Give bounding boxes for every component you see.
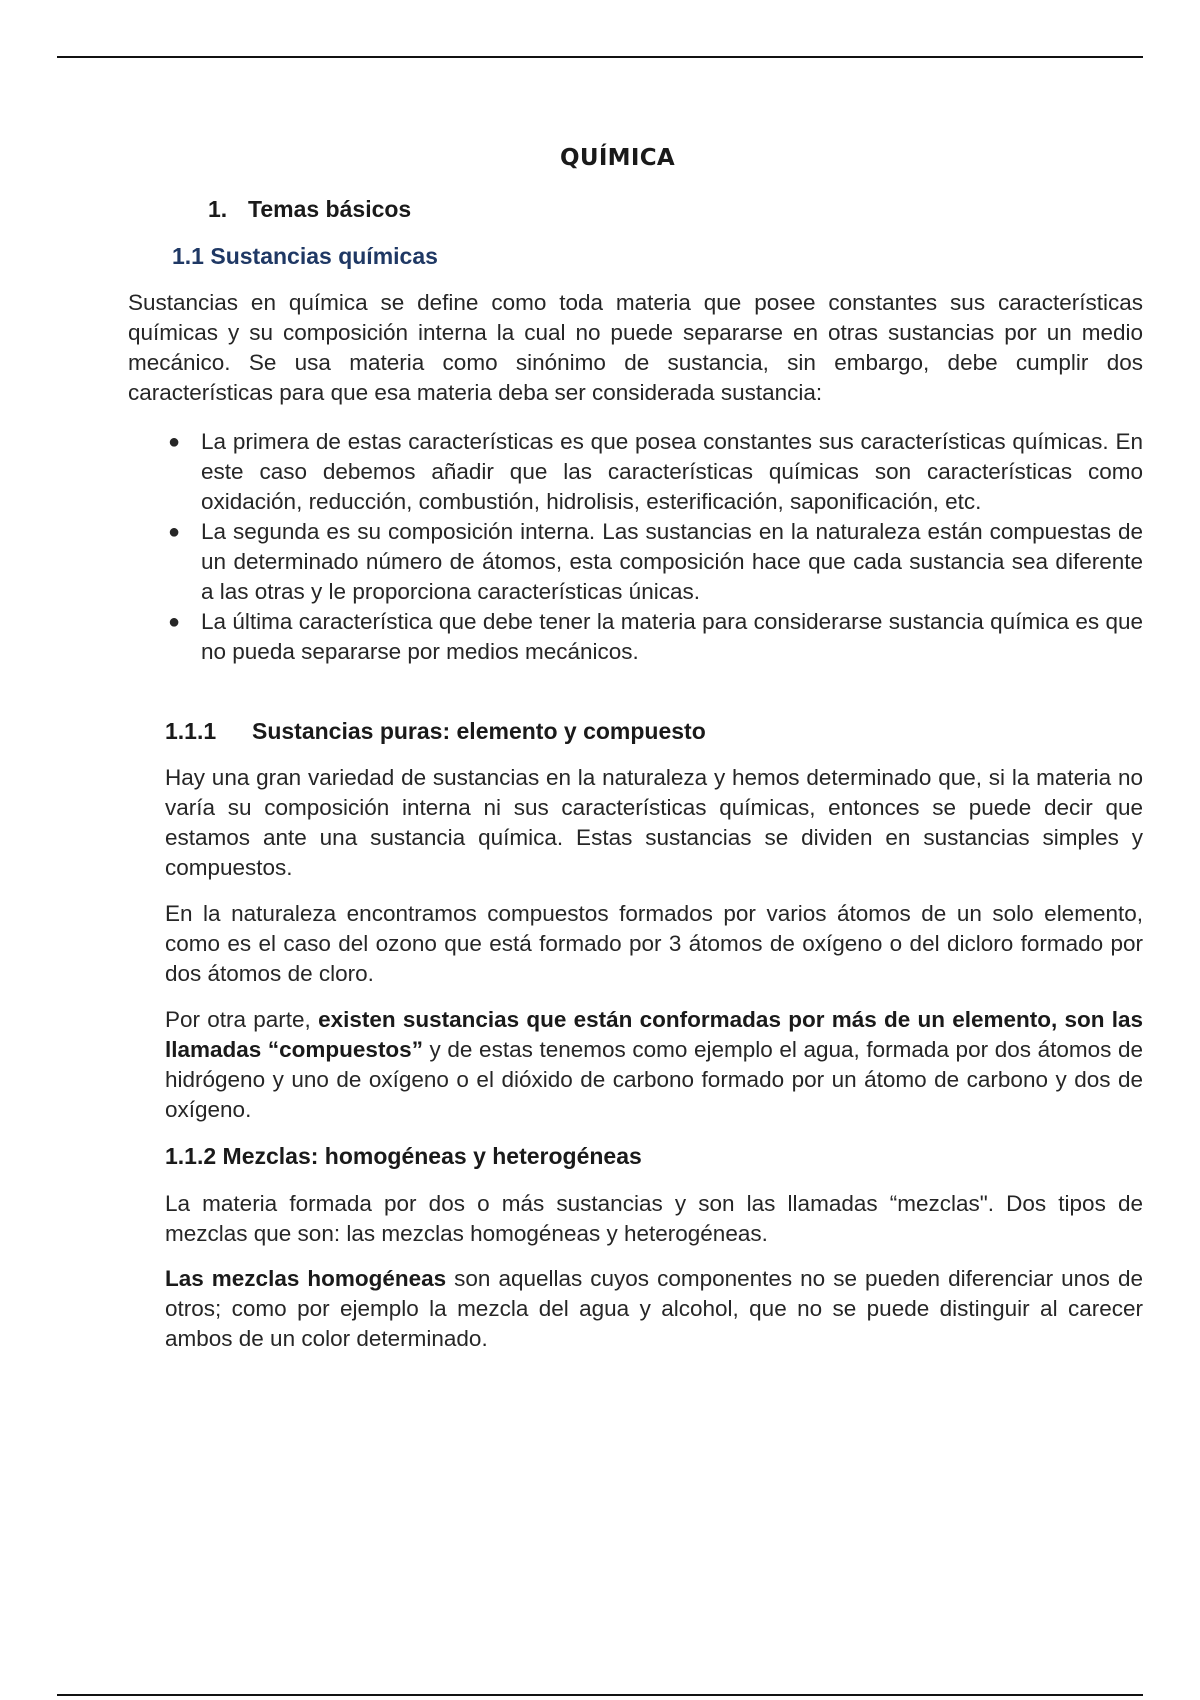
intro-paragraph: Sustancias en química se define como toda materia que posee constantes sus características químicas y su composición interna la cual no puede separarse en otras sustancias por un medio mecánico. Se usa materia como sinónimo de sustancia, sin embargo, debe cumplir dos características para que esa materia deba ser considerada sustancia: — [128, 290, 1143, 405]
heading-text: Sustancias puras: elemento y compuesto — [252, 718, 706, 744]
paragraph-variedad: Hay una gran variedad de sustancias en la naturaleza y hemos determinado que, si la materia no varía su composición interna ni sus características químicas, entonces se puede decir que estamos ante una sustancia química. Estas sustancias se dividen en sustancias simples y compuestos. — [165, 765, 1143, 880]
heading-sustancias-quimicas: 1.1 Sustancias químicas — [172, 243, 438, 269]
heading-sustancias-puras — [165, 718, 706, 745]
heading-number: 1.1.1 — [165, 718, 217, 744]
heading-mezclas: 1.1.2 Mezclas: homogéneas y heterogéneas — [165, 1143, 642, 1169]
bullet-icon: ● — [168, 611, 181, 633]
header-rule — [57, 56, 1143, 58]
list-item-text: La última característica que debe tener la materia para considerarse sustancia química es que no pueda separarse por medios mecánicos. — [201, 609, 1143, 664]
bold-text-run: existen sustancias que están conformadas por más de un elemento, son las llamadas “compuestos” — [165, 1007, 1143, 1062]
list-item-text: La primera de estas características es que posea constantes sus características químicas. En este caso debemos añadir que las características químicas son características como oxidación, reducción, combustión, hidrolisis, esterificación, saponificación, etc. — [201, 429, 1143, 514]
list-item — [128, 607, 1143, 667]
text-run: Por otra parte, — [165, 1007, 319, 1032]
list-item — [128, 517, 1143, 607]
list-item-text: La segunda es su composición interna. Las sustancias en la naturaleza están compuestas de un determinado número de átomos, esta composición hace que cada sustancia sea diferente a las otras y le proporciona características únicas. — [201, 519, 1143, 604]
page-title: QUÍMICA — [559, 145, 675, 171]
paragraph-compuestos — [165, 1005, 1143, 1125]
bullet-icon: ● — [168, 521, 181, 543]
heading-temas-basicos — [208, 196, 411, 223]
footer-rule — [57, 1694, 1143, 1696]
bullet-icon: ● — [168, 431, 181, 453]
paragraph-mezclas-homogeneas — [165, 1264, 1143, 1354]
text-run: y de estas tenemos como ejemplo el agua, formada por dos átomos de hidrógeno y uno de oxígeno o el dióxido de carbono formado por un átomo de carbono y dos de oxígeno. — [165, 1037, 1143, 1122]
paragraph-mezclas-intro: La materia formada por dos o más sustancias y son las llamadas “mezclas". Dos tipos de mezclas que son: las mezclas homogéneas y heterogéneas. — [165, 1191, 1143, 1246]
heading-number: 1. — [208, 196, 228, 222]
text-run: son aquellas cuyos componentes no se pueden diferenciar unos de otros; como por ejemplo la mezcla del agua y alcohol, que no se puede distinguir al carecer ambos de un color determinado. — [165, 1266, 1143, 1351]
list-item — [128, 427, 1143, 517]
characteristics-list — [128, 427, 1143, 667]
paragraph-naturaleza: En la naturaleza encontramos compuestos formados por varios átomos de un solo elemento, como es el caso del ozono que está formado por 3 átomos de oxígeno o del dicloro formado por dos átomos de cloro. — [165, 901, 1143, 986]
bold-text-run: Las mezclas homogéneas — [165, 1266, 447, 1291]
heading-text: Temas básicos — [248, 196, 412, 222]
